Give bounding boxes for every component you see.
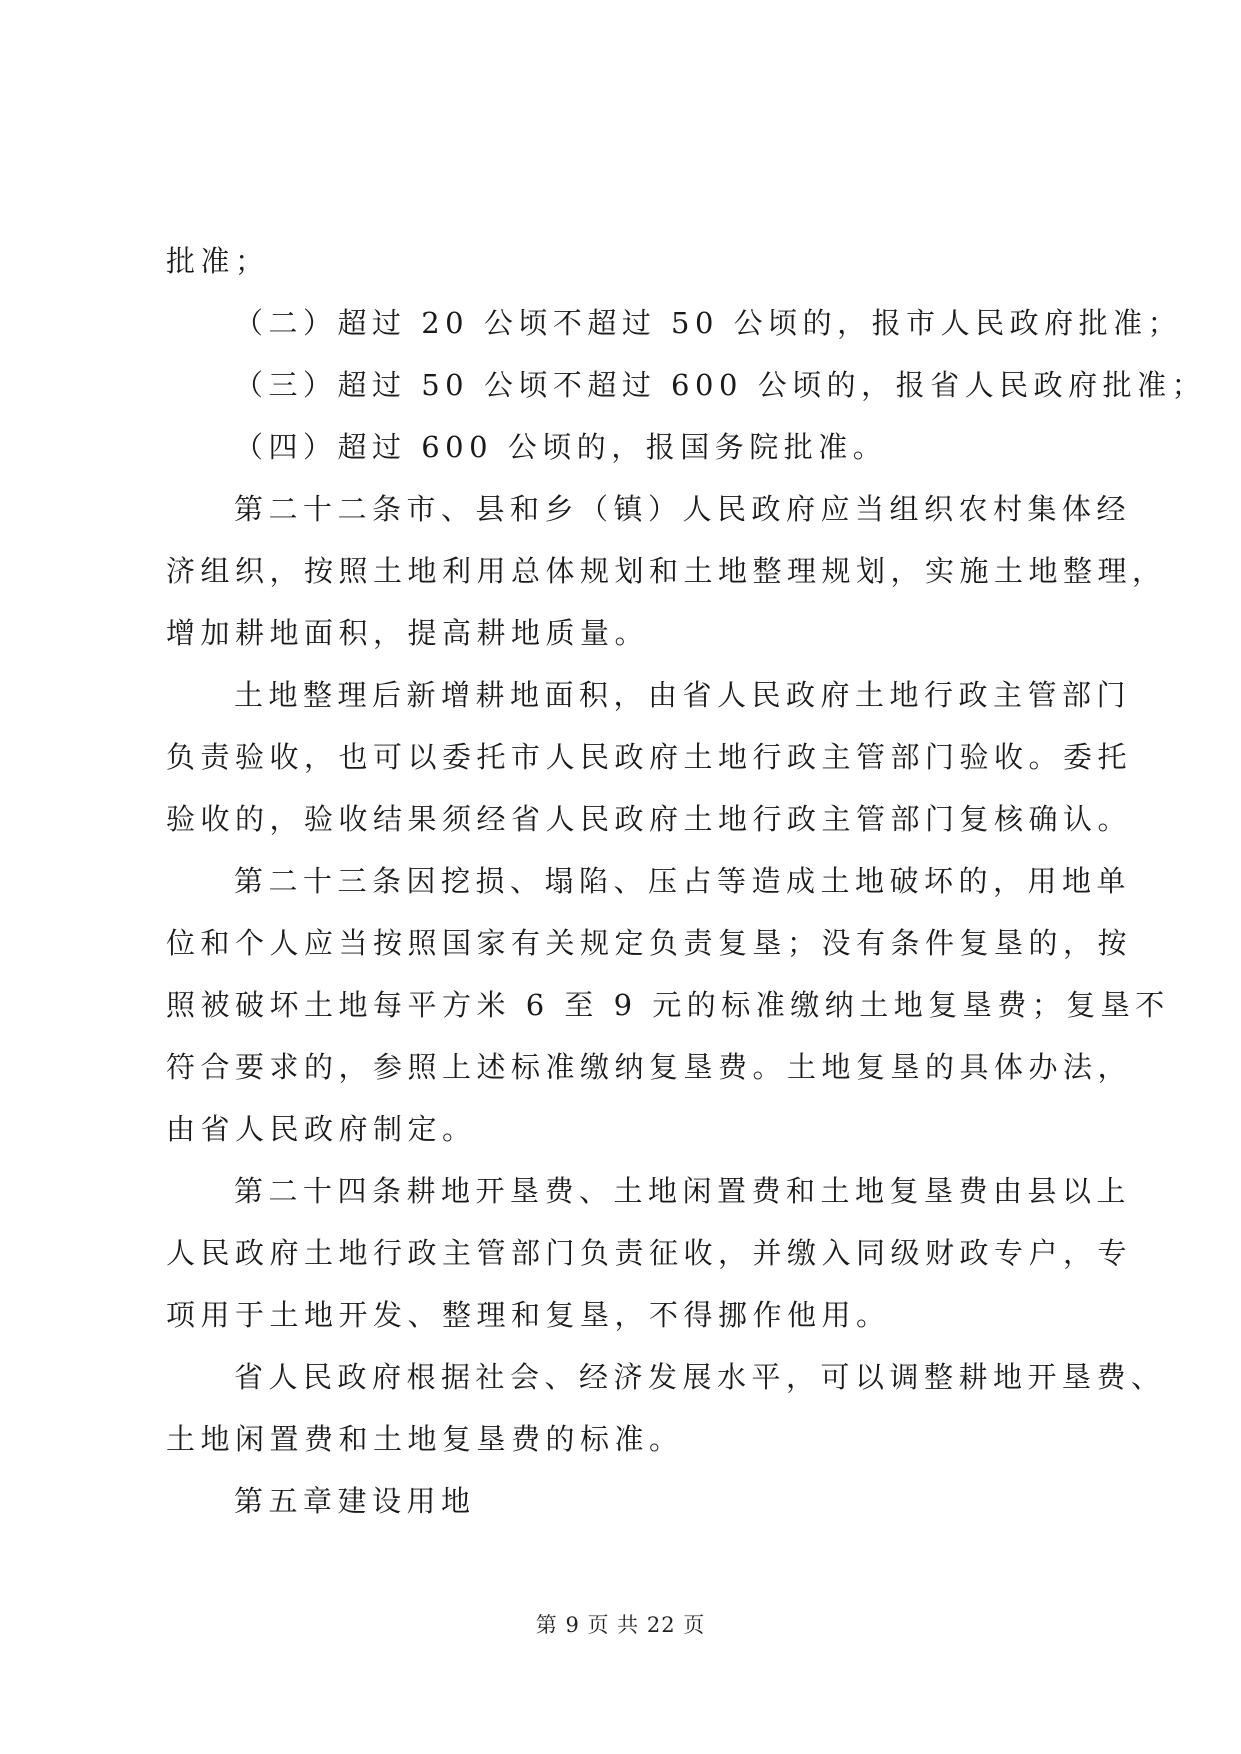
page-footer: 第 9 页 共 22 页 <box>535 1613 706 1637</box>
text-line: 济组织，按照土地利用总体规划和土地整理规划，实施土地整理， <box>166 554 1167 588</box>
text-line: 批准； <box>166 244 270 278</box>
text-line: 人民政府土地行政主管部门负责征收，并缴入同级财政专户，专 <box>166 1236 1133 1270</box>
text-line: 由省人民政府制定。 <box>166 1112 477 1146</box>
text-line: 验收的，验收结果须经省人民政府土地行政主管部门复核确认。 <box>166 802 1133 836</box>
text-line: 土地闲置费和土地复垦费的标准。 <box>166 1422 684 1456</box>
text-line: 位和个人应当按照国家有关规定负责复垦；没有条件复垦的，按 <box>166 926 1133 960</box>
text-line: （二）超过 20 公顷不超过 50 公顷的，报市人民政府批准； <box>234 306 1183 340</box>
text-line: 负责验收，也可以委托市人民政府土地行政主管部门验收。委托 <box>166 740 1133 774</box>
document-body <box>166 230 1207 1532</box>
text-line: （四）超过 600 公顷的，报国务院批准。 <box>234 430 888 464</box>
text-line: 第二十四条耕地开垦费、土地闲置费和土地复垦费由县以上 <box>234 1174 1132 1208</box>
text-line: 增加耕地面积，提高耕地质量。 <box>166 616 650 650</box>
text-line: 符合要求的，参照上述标准缴纳复垦费。土地复垦的具体办法， <box>166 1050 1133 1084</box>
text-line: 项用于土地开发、整理和复垦，不得挪作他用。 <box>166 1298 891 1332</box>
text-line: （三）超过 50 公顷不超过 600 公顷的，报省人民政府批准； <box>234 368 1207 402</box>
text-line: 省人民政府根据社会、经济发展水平，可以调整耕地开垦费、 <box>234 1360 1166 1394</box>
text-line: 照被破坏土地每平方米 6 至 9 元的标准缴纳土地复垦费；复垦不 <box>166 988 1170 1022</box>
text-line: 第二十二条市、县和乡（镇）人民政府应当组织农村集体经 <box>234 492 1132 526</box>
chapter-heading: 第五章建设用地 <box>234 1484 476 1518</box>
text-line: 第二十三条因挖损、塌陷、压占等造成土地破坏的，用地单 <box>234 864 1132 898</box>
text-line: 土地整理后新增耕地面积，由省人民政府土地行政主管部门 <box>234 678 1132 712</box>
